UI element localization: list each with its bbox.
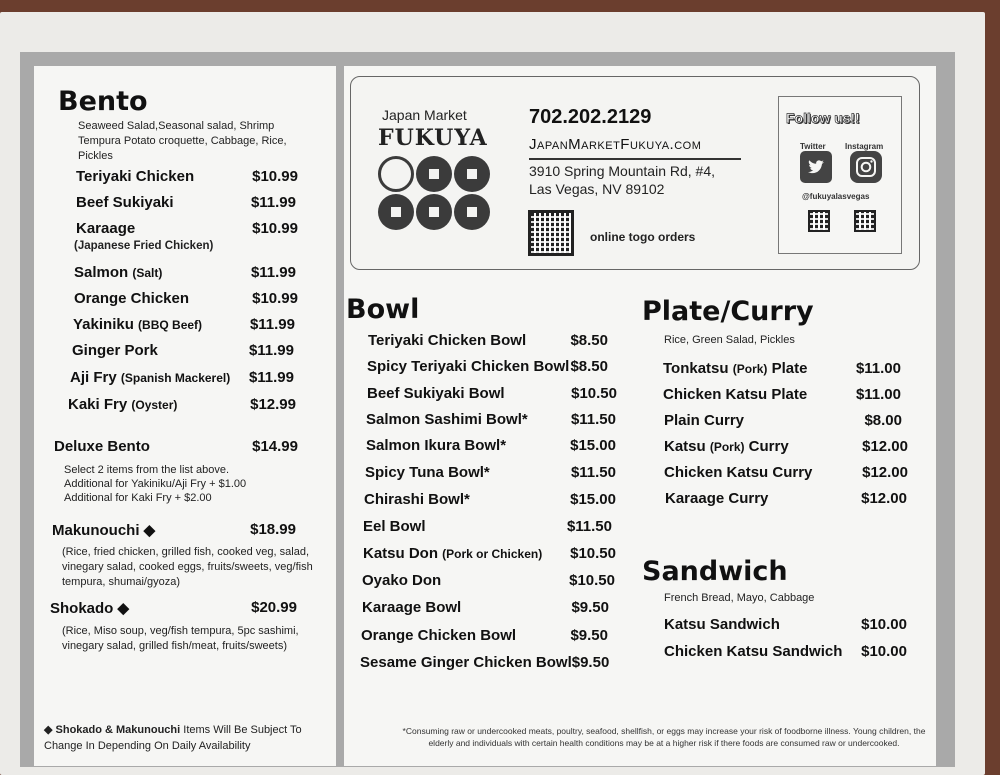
bowl-item-price: $10.50 <box>569 572 615 589</box>
bowl-item <box>362 572 615 589</box>
bowl-item <box>362 599 609 616</box>
bowl-item <box>361 627 608 644</box>
bowl-item-label: Karaage Bowl <box>362 599 462 616</box>
bento-item <box>72 342 294 359</box>
bowl-item-name <box>366 437 506 454</box>
bento-item-label: Salmon <box>74 264 133 281</box>
bowl-item-price: $9.50 <box>571 654 610 671</box>
plate-title: Plate/Curry <box>642 296 814 327</box>
sandwich-item-name <box>664 616 780 633</box>
bowl-item-name <box>363 518 426 535</box>
bowl-item-detail: (Pork or Chicken) <box>442 547 543 561</box>
makunouchi-row <box>52 521 296 539</box>
deluxe-note-1: Select 2 items from the list above. <box>64 464 230 476</box>
sandwich-item-price: $10.00 <box>861 616 907 633</box>
bowl-item-label: Orange Chicken Bowl <box>361 627 517 644</box>
logo-circle-icon <box>378 156 414 192</box>
bowl-item-price: $11.50 <box>570 464 616 481</box>
bento-item-label: Kaki Fry <box>68 396 132 413</box>
bowl-item-price: $15.00 <box>570 437 616 454</box>
bowl-item-label: Eel Bowl <box>363 518 426 535</box>
sandwich-item-label: Chicken Katsu Sandwich <box>664 643 843 660</box>
bento-item <box>70 369 294 386</box>
deluxe-bento-row <box>54 438 298 455</box>
bento-item-detail: (Oyster) <box>131 398 178 412</box>
bowl-item-name <box>363 545 542 562</box>
availability-line-2: Change In Depending On Daily Availability <box>44 740 251 752</box>
bento-item-name <box>76 194 174 211</box>
bowl-item-name <box>362 572 441 589</box>
bento-item-label: Ginger Pork <box>72 342 158 359</box>
plate-item <box>663 360 901 377</box>
bento-item-detail: (BBQ Beef) <box>138 318 203 332</box>
bowl-item-price: $8.50 <box>570 358 608 375</box>
bowl-item <box>364 491 616 508</box>
plate-item-detail: (Pork) <box>709 440 745 454</box>
website: JapanMarketFukuya.com <box>529 136 702 153</box>
plate-item-label: Chicken Katsu Plate <box>663 386 808 403</box>
shokado-price: $20.99 <box>251 599 297 616</box>
bento-item-price: $11.99 <box>250 264 296 281</box>
availability-line-1 <box>44 723 302 738</box>
shokado-note-2: vinegary salad, grilled fish/meat, fruits/sweets) <box>62 640 287 652</box>
bowl-item-price: $11.50 <box>570 411 616 428</box>
deluxe-bento-price: $14.99 <box>252 438 298 455</box>
shokado-row <box>50 599 297 617</box>
availability-bold: ◆ Shokado & Makunouchi <box>44 724 181 736</box>
plate-item-label: Chicken Katsu Curry <box>664 464 813 481</box>
plate-item-label-suffix: Curry <box>744 438 789 455</box>
bento-desc-1: Seaweed Salad,Seasonal salad, Shrimp <box>78 120 275 132</box>
bento-item-name <box>72 342 158 359</box>
bowl-item-label: Chirashi Bowl* <box>364 491 470 508</box>
bowl-item-name <box>364 491 470 508</box>
bento-item-price: $11.99 <box>250 194 296 211</box>
bowl-item <box>363 518 612 535</box>
bento-item-label: Aji Fry <box>70 369 121 386</box>
instagram-label: Instagram <box>845 142 884 151</box>
bowl-item-label: Beef Sukiyaki Bowl <box>367 385 505 402</box>
bento-item-name <box>76 168 194 185</box>
logo-coin-icon <box>454 156 490 192</box>
bowl-item-label: Teriyaki Chicken Bowl <box>368 332 527 349</box>
bento-item-name <box>73 316 202 333</box>
bento-item-label: Karaage <box>76 220 136 237</box>
sandwich-item <box>664 616 907 633</box>
bowl-item-label: Salmon Sashimi Bowl* <box>366 411 528 428</box>
bento-item-label: Yakiniku <box>73 316 139 333</box>
plate-item-label: Katsu <box>664 438 710 455</box>
bowl-item-name <box>367 385 505 402</box>
plate-item-price: $12.00 <box>861 490 907 507</box>
bowl-item <box>366 411 616 428</box>
sandwich-item-price: $10.00 <box>861 643 907 660</box>
sandwich-desc: French Bread, Mayo, Cabbage <box>664 592 815 604</box>
bowl-item <box>365 464 616 481</box>
bowl-item-name <box>361 627 516 644</box>
sandwich-item-name <box>664 643 842 660</box>
brand-name: FUKUYA <box>378 125 488 151</box>
social-title: Follow us!! <box>786 110 860 126</box>
bento-item-name <box>74 264 162 281</box>
makunouchi-note-3: tempura, shumai/gyoza) <box>62 576 180 588</box>
bowl-item <box>360 654 608 671</box>
bowl-item-label: Salmon Ikura Bowl* <box>366 437 507 454</box>
bento-item-price: $10.99 <box>252 220 298 237</box>
plate-item-price: $11.00 <box>855 360 901 377</box>
footnote-line-2: elderly and individuals with certain health conditions may be at a higher risk if there foods are consumed raw or undercooked. <box>428 738 900 748</box>
bowl-item-name <box>368 332 526 349</box>
plate-item <box>664 438 908 455</box>
bento-item-label: Orange Chicken <box>74 290 190 307</box>
bento-item-name <box>74 290 189 307</box>
logo-coin-icon <box>454 194 490 230</box>
bowl-item <box>363 545 616 562</box>
logo-coin-icon <box>378 194 414 230</box>
plate-desc: Rice, Green Salad, Pickles <box>664 334 795 346</box>
bento-title: Bento <box>58 86 148 117</box>
karaage-subtitle: (Japanese Fried Chicken) <box>74 240 214 252</box>
bowl-item <box>367 385 617 402</box>
shokado-note-1: (Rice, Miso soup, veg/fish tempura, 5pc sashimi, <box>62 625 299 637</box>
bowl-item-price: $8.50 <box>570 332 608 349</box>
plate-item-name <box>665 490 768 507</box>
bento-item-name <box>76 220 135 237</box>
deluxe-note-2: Additional for Yakiniku/Aji Fry + $1.00 <box>64 478 247 490</box>
brand-small: Japan Market <box>382 107 467 123</box>
bowl-item <box>368 332 608 349</box>
sandwich-item <box>664 643 907 660</box>
bowl-item-name <box>367 358 569 375</box>
bento-item-name <box>70 369 230 386</box>
makunouchi-price: $18.99 <box>250 521 296 538</box>
plate-item-label: Plain Curry <box>664 412 745 429</box>
phone-number: 702.202.2129 <box>529 106 652 128</box>
makunouchi-name: Makunouchi ◆ <box>52 522 156 539</box>
bento-item-price: $11.99 <box>248 369 294 386</box>
social-handle: @fukuyalasvegas <box>802 192 870 201</box>
logo-coin-icon <box>416 156 452 192</box>
plate-item-price: $8.00 <box>864 412 902 429</box>
bowl-item-name <box>360 654 572 671</box>
instagram-qr-code <box>854 210 876 232</box>
bento-item-detail: (Spanish Mackerel) <box>120 371 231 385</box>
plate-item-name <box>663 360 807 377</box>
bowl-item-label: Katsu Don <box>363 545 443 562</box>
bowl-item <box>366 437 616 454</box>
bowl-item-price: $15.00 <box>570 491 616 508</box>
bowl-item-label: Sesame Ginger Chicken Bowl <box>360 654 572 671</box>
logo-coin-icon <box>416 194 452 230</box>
twitter-icon[interactable] <box>800 151 832 183</box>
deluxe-bento-name: Deluxe Bento <box>54 438 150 455</box>
bento-item-label: Teriyaki Chicken <box>76 168 195 185</box>
logo-mark <box>378 156 498 232</box>
plate-item <box>664 412 902 429</box>
plate-item-name <box>664 464 812 481</box>
bowl-item-name <box>366 411 528 428</box>
bento-item <box>76 168 298 185</box>
bowl-item-price: $11.50 <box>566 518 612 535</box>
plate-item-label: Karaage Curry <box>665 490 769 507</box>
makunouchi-note-2: vinegary salad, cooked eggs, fruits/sweets, veg/fish <box>62 561 313 573</box>
makunouchi-note-1: (Rice, fried chicken, grilled fish, cooked veg, salad, <box>62 546 310 558</box>
bowl-item-label: Spicy Teriyaki Chicken Bowl <box>367 358 570 375</box>
availability-rest: Items Will Be Subject To <box>180 724 302 736</box>
bento-item <box>74 290 298 307</box>
plate-item <box>664 464 908 481</box>
footnote-line-1: *Consuming raw or undercooked meats, poultry, seafood, shellfish, or eggs may increase your risk of foodborne illness. Young children, the <box>402 726 926 736</box>
order-qr-code <box>528 210 574 256</box>
bento-item <box>73 316 295 333</box>
bento-item-detail: (Salt) <box>132 266 163 280</box>
plate-item-price: $12.00 <box>862 464 908 481</box>
bento-item-price: $12.99 <box>250 396 296 413</box>
bento-item <box>74 264 296 281</box>
address-line-2: Las Vegas, NV 89102 <box>529 181 665 197</box>
plate-item-name <box>664 412 744 429</box>
bowl-item-name <box>362 599 461 616</box>
plate-item-price: $12.00 <box>862 438 908 455</box>
twitter-label: Twitter <box>800 142 826 151</box>
plate-item-price: $11.00 <box>855 386 901 403</box>
twitter-qr-code <box>808 210 830 232</box>
plate-item-label: Tonkatsu <box>663 360 733 377</box>
plate-item-detail: (Pork) <box>732 362 768 376</box>
plate-item <box>665 490 907 507</box>
bowl-item-name <box>365 464 490 481</box>
sandwich-title: Sandwich <box>642 556 788 587</box>
bowl-item-label: Spicy Tuna Bowl* <box>365 464 490 481</box>
bento-item-price: $11.99 <box>249 316 295 333</box>
deluxe-note-3: Additional for Kaki Fry + $2.00 <box>64 492 212 504</box>
bowl-item <box>367 358 608 375</box>
plate-item-name <box>664 438 789 455</box>
plate-item-name <box>663 386 807 403</box>
bowl-item-price: $9.50 <box>571 599 609 616</box>
bento-item-price: $10.99 <box>252 290 298 307</box>
bowl-title: Bowl <box>346 294 420 325</box>
bento-item-price: $11.99 <box>248 342 294 359</box>
shokado-name: Shokado ◆ <box>50 600 130 617</box>
bento-item <box>68 396 296 413</box>
bento-item-price: $10.99 <box>252 168 298 185</box>
sandwich-item-label: Katsu Sandwich <box>664 616 780 633</box>
bowl-item-label: Oyako Don <box>362 572 442 589</box>
online-orders-label: online togo orders <box>590 230 696 244</box>
bento-item-label: Beef Sukiyaki <box>76 194 174 211</box>
bento-item <box>76 194 296 211</box>
bento-item-name <box>68 396 177 413</box>
bento-desc-3: Pickles <box>78 150 113 162</box>
bowl-item-price: $10.50 <box>571 385 617 402</box>
bento-desc-2: Tempura Potato croquette, Cabbage, Rice, <box>78 135 287 147</box>
plate-item <box>663 386 901 403</box>
bowl-item-price: $9.50 <box>570 627 608 644</box>
bowl-item-price: $10.50 <box>570 545 616 562</box>
plate-item-label-suffix: Plate <box>767 360 808 377</box>
bento-item <box>76 220 298 237</box>
website-underline <box>529 158 741 160</box>
address-line-1: 3910 Spring Mountain Rd, #4, <box>529 163 716 179</box>
instagram-icon[interactable] <box>850 151 882 183</box>
